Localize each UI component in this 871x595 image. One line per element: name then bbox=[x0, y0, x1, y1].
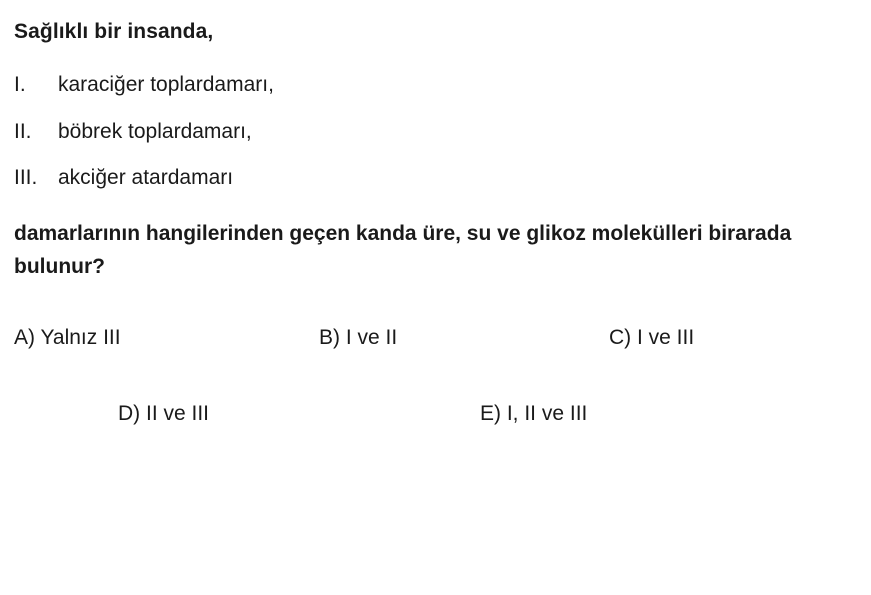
list-item bbox=[14, 164, 857, 192]
roman-numeral-list bbox=[14, 71, 857, 192]
list-item-label: karaciğer toplardamarı, bbox=[58, 73, 274, 97]
answer-options-row-1 bbox=[14, 323, 857, 352]
answer-options bbox=[14, 323, 857, 428]
answer-option-b[interactable]: B) I ve II bbox=[319, 326, 398, 350]
list-item-numeral: III. bbox=[14, 165, 38, 189]
list-item-numeral: I. bbox=[14, 73, 26, 97]
list-item bbox=[14, 71, 857, 99]
answer-options-row-2 bbox=[14, 399, 857, 428]
question-intro: Sağlıklı bir insanda, bbox=[14, 20, 214, 43]
answer-option-e[interactable]: E) I, II ve III bbox=[480, 401, 588, 425]
question-prompt: damarlarının hangilerinden geçen kanda üre, su ve glikoz molekülleri birarada bulunur? bbox=[14, 222, 792, 278]
answer-option-a[interactable]: A) Yalnız III bbox=[14, 326, 121, 350]
list-item-numeral: II. bbox=[14, 119, 32, 143]
answer-option-c[interactable]: C) I ve III bbox=[609, 326, 695, 350]
list-item-label: böbrek toplardamarı, bbox=[58, 119, 252, 143]
list-item-label: akciğer atardamarı bbox=[58, 165, 234, 189]
list-item bbox=[14, 118, 857, 146]
answer-option-d[interactable]: D) II ve III bbox=[118, 401, 210, 425]
